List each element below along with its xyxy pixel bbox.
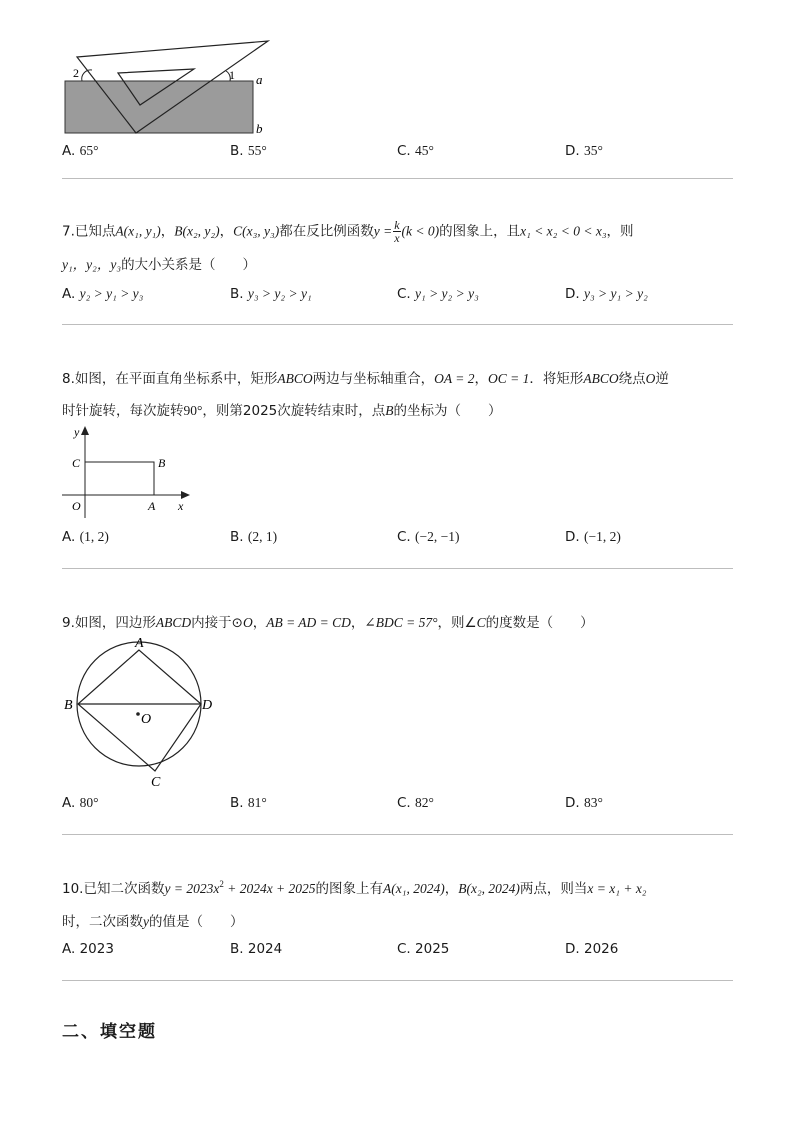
q10-option-a[interactable]: [62, 941, 114, 957]
q6-angle2-arc: [82, 70, 92, 81]
q8-text: ，: [474, 371, 489, 387]
option-value: 2025: [415, 941, 450, 957]
q7-sep: ，: [219, 223, 234, 240]
option-label: D.: [565, 143, 580, 159]
q9-text: ，: [252, 615, 267, 631]
option-label: A.: [62, 143, 76, 159]
q8-y-arrow: [81, 426, 89, 435]
q7-stem-line2: [62, 253, 256, 273]
option-value: (2, 1): [247, 529, 278, 544]
q8-text: ，则第2025次旋转结束时，点: [202, 403, 386, 419]
q6-label-b: b: [256, 121, 263, 136]
option-value: 45°: [415, 143, 434, 158]
q10-text: 的值是（ ）: [149, 914, 244, 930]
q8-oc: OC = 1: [488, 371, 530, 386]
q9-quadrilateral: [78, 650, 201, 771]
q9-quad: ABCD: [155, 615, 192, 630]
q6-figure: [60, 36, 270, 140]
q8-stem-line1: [62, 367, 669, 387]
option-value: y₃ > y₁ > y₂: [583, 286, 648, 301]
q7-inequality: x₁ < x₂ < 0 < x₃: [520, 223, 607, 239]
q8-label-o: O: [72, 499, 81, 513]
q8-label-y: y: [74, 425, 80, 439]
option-value: 2024: [247, 941, 283, 957]
q7-fraction: [393, 219, 400, 244]
q7-point-b: B(x₂, y₂): [174, 223, 220, 239]
option-label: B.: [230, 529, 244, 545]
q8-rectangle: [85, 462, 154, 495]
q8-label-x: x: [178, 499, 184, 513]
q7-text: 的图象上，且: [439, 223, 521, 240]
q7-y-eq: y =: [373, 223, 393, 239]
q7-sep: ，: [160, 223, 175, 240]
option-label: C.: [397, 795, 411, 811]
q10-text: 10.已知二次函数: [62, 881, 165, 897]
divider: [62, 980, 733, 981]
q9-label-b: B: [64, 698, 73, 713]
option-value: 55°: [247, 143, 267, 158]
option-label: C.: [397, 143, 411, 159]
q8-text: 时针旋转，每次旋转: [62, 403, 184, 419]
q10-stem-line2: [62, 910, 244, 930]
q10-text: ，: [444, 881, 459, 897]
divider: [62, 324, 733, 325]
q10-exponent: 2: [219, 879, 224, 889]
q7-frac-numerator: k: [394, 218, 400, 232]
q8-rect: ABCO: [277, 371, 313, 386]
option-label: C.: [397, 941, 411, 957]
option-label: A.: [62, 529, 76, 545]
q7-point-a: A(x₁, y₁): [115, 223, 161, 239]
option-label: B.: [230, 795, 244, 811]
q7-vars: y₁，y₂，y₃: [62, 257, 122, 272]
q8-text: 绕点: [618, 371, 646, 387]
option-label: D.: [565, 529, 580, 545]
q8-option-c[interactable]: [397, 529, 459, 545]
q7-point-c: C(x₃, y₃): [233, 223, 280, 239]
q8-label-b: B: [158, 456, 166, 470]
section-title: 二、填空题: [62, 1022, 157, 1042]
q8-degree: 90°: [183, 403, 203, 418]
option-value: (−1, 2): [583, 529, 621, 544]
q9-option-a[interactable]: [62, 795, 99, 811]
q9-label-c: C: [151, 775, 161, 790]
q8-text: 逆: [655, 371, 669, 387]
q9-point-c: C: [476, 615, 486, 630]
option-value: 65°: [79, 143, 99, 158]
q8-stem-line2: [62, 399, 502, 419]
q7-stem-line1: [62, 219, 634, 244]
option-label: A.: [62, 795, 76, 811]
q9-option-d[interactable]: [565, 795, 603, 811]
q7-text: ，则: [606, 223, 634, 240]
option-label: B.: [230, 143, 244, 159]
q9-text: 9.如图，四边形: [62, 615, 156, 631]
option-value: 82°: [415, 795, 434, 810]
q7-number: 7.已知点: [62, 223, 116, 240]
q9-angle: ∠BDC = 57°: [364, 615, 438, 630]
q8-text: 的坐标为（ ）: [393, 403, 502, 419]
q6-option-a[interactable]: [62, 143, 99, 159]
q8-option-b[interactable]: [230, 529, 277, 545]
q8-text: ．将矩形: [529, 371, 584, 387]
q8-text: 8.如图，在平面直角坐标系中，矩形: [62, 371, 278, 387]
option-label: A.: [62, 286, 76, 302]
q10-option-b[interactable]: [230, 941, 282, 957]
q8-option-d[interactable]: [565, 529, 621, 545]
q9-center-dot: [136, 712, 140, 716]
q9-label-a: A: [135, 636, 144, 651]
q6-label-a: a: [256, 72, 263, 87]
q9-text: 的度数是（ ）: [485, 615, 594, 631]
q9-stem: [62, 611, 594, 631]
option-value: 35°: [583, 143, 603, 158]
option-value: 2026: [583, 941, 619, 957]
divider: [62, 178, 733, 179]
q7-option-c[interactable]: [397, 286, 479, 302]
option-label: D.: [565, 941, 580, 957]
q9-option-b[interactable]: [230, 795, 267, 811]
option-label: C.: [397, 286, 411, 302]
option-value: y₃ > y₂ > y₁: [247, 286, 312, 301]
q9-figure: [60, 634, 220, 792]
q8-figure: [60, 422, 200, 518]
option-label: D.: [565, 795, 580, 811]
q8-label-a: A: [148, 499, 156, 513]
q8-point-o: O: [645, 371, 656, 386]
divider: [62, 834, 733, 835]
option-value: y₁ > y₂ > y₃: [415, 286, 479, 301]
q7-option-d[interactable]: [565, 286, 648, 302]
q10-point-a: A(x₁, 2024): [383, 881, 445, 896]
q7-text: 都在反比例函数: [279, 223, 374, 240]
q7-text: 的大小关系是（ ）: [121, 257, 257, 273]
q9-text: 内接于⊙: [191, 615, 243, 631]
q9-circle-o: O: [242, 615, 253, 630]
q9-text: ，则∠: [437, 615, 477, 631]
q6-gray-strip: [65, 81, 253, 133]
option-label: A.: [62, 941, 76, 957]
q6-option-c[interactable]: [397, 143, 434, 159]
q10-option-d[interactable]: [565, 941, 618, 957]
q6-label-1: 1: [229, 68, 235, 82]
option-value: (−2, −1): [415, 529, 460, 544]
q8-oa: OA = 2: [434, 371, 475, 386]
q8-text: 两边与坐标轴重合，: [312, 371, 435, 387]
q10-point-b: B(x₂, 2024): [458, 881, 520, 896]
q8-rect: ABCO: [583, 371, 619, 386]
q8-x-arrow: [181, 491, 190, 499]
q8-label-c: C: [72, 456, 81, 470]
q9-option-c[interactable]: [397, 795, 434, 811]
option-label: C.: [397, 529, 411, 545]
q9-label-d: D: [202, 698, 213, 713]
q10-option-c[interactable]: [397, 941, 449, 957]
option-value: y₂ > y₁ > y₃: [79, 286, 144, 301]
q6-label-2: 2: [73, 66, 79, 80]
q7-option-b[interactable]: [230, 286, 312, 302]
q10-text: 的图象上有: [315, 881, 384, 897]
q6-option-d[interactable]: [565, 143, 603, 159]
q9-equal-sides: AB = AD = CD: [266, 615, 351, 630]
option-label: D.: [565, 286, 580, 302]
q10-function: [164, 881, 315, 896]
q9-text: ，: [350, 615, 365, 631]
q9-label-o: O: [141, 712, 152, 727]
q10-function-lead: y = 2023x: [164, 881, 220, 896]
q7-option-a[interactable]: [62, 286, 143, 302]
option-value: 2023: [79, 941, 114, 957]
q10-y: y: [143, 914, 149, 929]
q10-function-rest: + 2024x + 2025: [223, 881, 316, 896]
q10-text: 时，二次函数: [62, 914, 143, 930]
option-value: 81°: [247, 795, 267, 810]
option-label: B.: [230, 286, 244, 302]
q10-stem-line1: [62, 877, 647, 897]
q10-x-eq: x = x₁ + x₂: [587, 881, 647, 896]
divider: [62, 568, 733, 569]
option-value: 80°: [79, 795, 99, 810]
option-label: B.: [230, 941, 244, 957]
q7-condition: (k < 0): [401, 223, 440, 239]
q7-frac-denominator: x: [394, 231, 400, 245]
q8-point-b: B: [385, 403, 394, 418]
q8-option-a[interactable]: [62, 529, 109, 545]
option-value: 83°: [583, 795, 603, 810]
option-value: (1, 2): [79, 529, 109, 544]
q6-option-b[interactable]: [230, 143, 267, 159]
q10-text: 两点，则当: [519, 881, 588, 897]
